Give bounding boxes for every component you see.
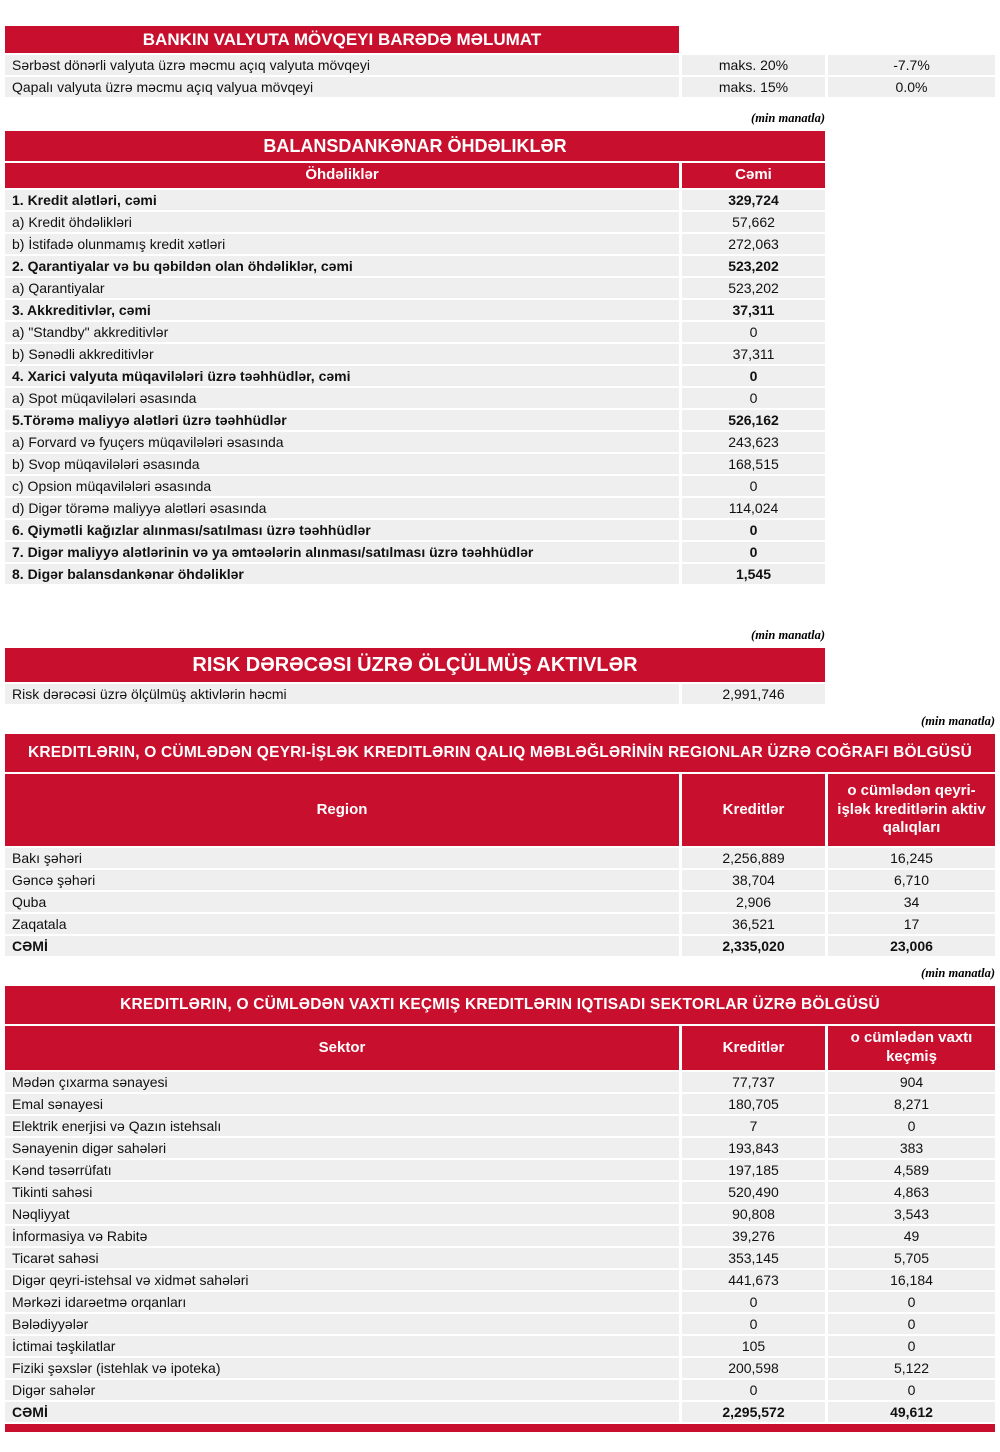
table-row <box>5 1226 995 1246</box>
row-label: Emal sənayesi <box>5 1094 679 1114</box>
row-overdue: 904 <box>828 1072 995 1092</box>
row-value: 37,311 <box>682 300 825 320</box>
row-overdue: 4,589 <box>828 1160 995 1180</box>
currency-position-rows <box>5 55 995 97</box>
row-label: Bələdiyyələr <box>5 1314 679 1334</box>
row-value: 0 <box>682 520 825 540</box>
row-nonperforming: 34 <box>828 892 995 912</box>
row-credits: 353,145 <box>682 1248 825 1268</box>
row-overdue: 16,184 <box>828 1270 995 1290</box>
table-row <box>5 542 825 562</box>
row-overdue: 4,863 <box>828 1182 995 1202</box>
table-row <box>5 278 825 298</box>
table-row <box>5 498 825 518</box>
row-label: b) Sənədli akkreditivlər <box>5 344 679 364</box>
currency-position-title: BANKIN VALYUTA MÖVQEYI BARƏDƏ MƏLUMAT <box>5 26 679 53</box>
row-label: b) Svop müqavilələri əsasında <box>5 454 679 474</box>
row-credits: 200,598 <box>682 1358 825 1378</box>
row-label: Kənd təsərrüfatı <box>5 1160 679 1180</box>
table-row <box>5 410 825 430</box>
row-credits: 0 <box>682 1314 825 1334</box>
row-value: 114,024 <box>682 498 825 518</box>
row-label: Zaqatala <box>5 914 679 934</box>
sectors-rows <box>5 1072 995 1422</box>
table-row <box>5 55 995 75</box>
row-credits: 193,843 <box>682 1138 825 1158</box>
table-row <box>5 1094 995 1114</box>
row-label: Qapalı valyuta üzrə məcmu açıq valyua mövqeyi <box>5 77 679 97</box>
table-row <box>5 1314 995 1334</box>
row-credits: 0 <box>682 1380 825 1400</box>
row-credits: 7 <box>682 1116 825 1136</box>
row-label: a) Forvard və fyuçers müqavilələri əsasında <box>5 432 679 452</box>
row-nonperforming: 17 <box>828 914 995 934</box>
table-row <box>5 848 995 868</box>
row-value: 0 <box>682 542 825 562</box>
column-header-liabilities: Öhdəliklər <box>5 163 679 188</box>
table-row <box>5 432 825 452</box>
column-header-credits: Kreditlər <box>682 774 825 846</box>
risk-assets-section <box>5 648 825 704</box>
row-value: 0.0% <box>828 77 995 97</box>
row-label: CƏMİ <box>5 1402 679 1422</box>
row-label: Gəncə şəhəri <box>5 870 679 890</box>
row-value: 0 <box>682 476 825 496</box>
row-label: Digər qeyri-istehsal və xidmət sahələri <box>5 1270 679 1290</box>
row-label: Tikinti sahəsi <box>5 1182 679 1202</box>
row-value: 2,991,746 <box>682 684 825 704</box>
sectors-section <box>5 986 995 1432</box>
unit-note: (min manatla) <box>921 966 995 980</box>
table-row <box>5 892 995 912</box>
row-label: 1. Kredit alətləri, cəmi <box>5 190 679 210</box>
risk-assets-title: RISK DƏRƏCƏSI ÜZRƏ ÖLÇÜLMÜŞ AKTIVLƏR <box>5 648 825 682</box>
off-balance-section <box>5 131 825 584</box>
table-row <box>5 212 825 232</box>
table-row <box>5 388 825 408</box>
unit-note: (min manatla) <box>921 714 995 728</box>
row-credits: 77,737 <box>682 1072 825 1092</box>
row-label: 3. Akkreditivlər, cəmi <box>5 300 679 320</box>
row-credits: 105 <box>682 1336 825 1356</box>
row-credits: 441,673 <box>682 1270 825 1290</box>
row-label: a) Kredit öhdəlikləri <box>5 212 679 232</box>
table-header-row <box>5 163 825 188</box>
table-header-row <box>5 774 995 846</box>
row-label: İctimai təşkilatlar <box>5 1336 679 1356</box>
row-label: 6. Qiymətli kağızlar alınması/satılması üzrə təəhhüdlər <box>5 520 679 540</box>
row-credits: 2,335,020 <box>682 936 825 956</box>
row-label: a) Spot müqavilələri əsasında <box>5 388 679 408</box>
row-value: 0 <box>682 322 825 342</box>
column-header-region: Region <box>5 774 679 846</box>
table-row <box>5 190 825 210</box>
row-value: 523,202 <box>682 278 825 298</box>
table-row <box>5 366 825 386</box>
row-credits: 2,906 <box>682 892 825 912</box>
table-row <box>5 300 825 320</box>
row-nonperforming: 6,710 <box>828 870 995 890</box>
row-overdue: 383 <box>828 1138 995 1158</box>
row-nonperforming: 16,245 <box>828 848 995 868</box>
row-label: 7. Digər maliyyə alətlərinin və ya əmtəələrin alınması/satılması üzrə təəhhüdlər <box>5 542 679 562</box>
table-row <box>5 1380 995 1400</box>
table-row <box>5 454 825 474</box>
off-balance-rows <box>5 190 825 584</box>
table-row <box>5 870 995 890</box>
row-limit: maks. 15% <box>682 77 825 97</box>
row-overdue: 49,612 <box>828 1402 995 1422</box>
row-label: Bakı şəhəri <box>5 848 679 868</box>
row-label: Sənayenin digər sahələri <box>5 1138 679 1158</box>
row-value: 57,662 <box>682 212 825 232</box>
table-row <box>5 256 825 276</box>
row-credits: 38,704 <box>682 870 825 890</box>
row-label: a) "Standby" akkreditivlər <box>5 322 679 342</box>
row-value: 243,623 <box>682 432 825 452</box>
row-credits: 0 <box>682 1292 825 1312</box>
row-credits: 197,185 <box>682 1160 825 1180</box>
sectors-title: KREDITLƏRIN, O CÜMLƏDƏN VAXTI KEÇMIŞ KREDITLƏRIN IQTISADI SEKTORLAR ÜZRƏ BÖLGÜSÜ <box>5 986 995 1024</box>
row-label: Nəqliyyat <box>5 1204 679 1224</box>
table-row <box>5 1204 995 1224</box>
row-overdue: 0 <box>828 1314 995 1334</box>
table-row <box>5 1182 995 1202</box>
row-label: d) Digər törəmə maliyyə alətləri əsasında <box>5 498 679 518</box>
row-label: Quba <box>5 892 679 912</box>
row-label: İnformasiya və Rabitə <box>5 1226 679 1246</box>
row-label: 8. Digər balansdankənar öhdəliklər <box>5 564 679 584</box>
table-row <box>5 234 825 254</box>
row-overdue: 5,705 <box>828 1248 995 1268</box>
regions-section <box>5 734 995 956</box>
table-row <box>5 1336 995 1356</box>
table-row <box>5 1270 995 1290</box>
row-nonperforming: 23,006 <box>828 936 995 956</box>
row-overdue: 0 <box>828 1380 995 1400</box>
row-value: 523,202 <box>682 256 825 276</box>
row-value: 37,311 <box>682 344 825 364</box>
row-label: Digər sahələr <box>5 1380 679 1400</box>
column-header-nonperforming: o cümlədən qeyri-işlək kreditlərin aktiv qalıqları <box>828 774 995 846</box>
row-credits: 520,490 <box>682 1182 825 1202</box>
row-value: 0 <box>682 366 825 386</box>
table-row <box>5 1072 995 1092</box>
table-row <box>5 1358 995 1378</box>
unit-note: (min manatla) <box>751 111 825 125</box>
row-overdue: 0 <box>828 1116 995 1136</box>
bottom-red-bar <box>5 1424 995 1432</box>
row-label: a) Qarantiyalar <box>5 278 679 298</box>
row-value: 1,545 <box>682 564 825 584</box>
regions-rows <box>5 848 995 956</box>
row-credits: 180,705 <box>682 1094 825 1114</box>
table-row <box>5 1138 995 1158</box>
row-value: 272,063 <box>682 234 825 254</box>
table-row <box>5 1160 995 1180</box>
row-overdue: 3,543 <box>828 1204 995 1224</box>
row-overdue: 49 <box>828 1226 995 1246</box>
row-credits: 2,295,572 <box>682 1402 825 1422</box>
row-overdue: 8,271 <box>828 1094 995 1114</box>
row-value: 329,724 <box>682 190 825 210</box>
row-label: b) İstifadə olunmamış kredit xətləri <box>5 234 679 254</box>
row-value: 168,515 <box>682 454 825 474</box>
row-value: 526,162 <box>682 410 825 430</box>
table-row <box>5 914 995 934</box>
row-label: 4. Xarici valyuta müqavilələri üzrə təəhhüdlər, cəmi <box>5 366 679 386</box>
off-balance-title: BALANSDANKƏNAR ÖHDƏLIKLƏR <box>5 131 825 161</box>
table-row <box>5 684 825 704</box>
row-value: -7.7% <box>828 55 995 75</box>
table-row <box>5 520 825 540</box>
table-row <box>5 564 825 584</box>
row-credits: 39,276 <box>682 1226 825 1246</box>
unit-note: (min manatla) <box>751 628 825 642</box>
column-header-total: Cəmi <box>682 163 825 188</box>
column-header-overdue: o cümlədən vaxtı keçmiş <box>828 1026 995 1070</box>
row-label: Ticarət sahəsi <box>5 1248 679 1268</box>
row-label: 5.Törəmə maliyyə alətləri üzrə təəhhüdlər <box>5 410 679 430</box>
row-limit: maks. 20% <box>682 55 825 75</box>
row-credits: 36,521 <box>682 914 825 934</box>
row-value: 0 <box>682 388 825 408</box>
table-row <box>5 936 995 956</box>
row-label: Sərbəst dönərli valyuta üzrə məcmu açıq valyuta mövqeyi <box>5 55 679 75</box>
table-row <box>5 476 825 496</box>
currency-position-section <box>5 26 995 97</box>
column-header-sector: Sektor <box>5 1026 679 1070</box>
row-credits: 2,256,889 <box>682 848 825 868</box>
column-header-credits: Kreditlər <box>682 1026 825 1070</box>
row-label: Mədən çıxarma sənayesi <box>5 1072 679 1092</box>
row-overdue: 0 <box>828 1292 995 1312</box>
row-label: Elektrik enerjisi və Qazın istehsalı <box>5 1116 679 1136</box>
table-header-row <box>5 1026 995 1070</box>
regions-title: KREDITLƏRIN, O CÜMLƏDƏN QEYRI-İŞLƏK KREDITLƏRIN QALIQ MƏBLƏĞLƏRİNİN REGIONLAR ÜZRƏ COĞRAFI BÖLGÜSÜ <box>5 734 995 772</box>
table-row <box>5 77 995 97</box>
table-row <box>5 1248 995 1268</box>
row-credits: 90,808 <box>682 1204 825 1224</box>
row-label: CƏMİ <box>5 936 679 956</box>
row-label: c) Opsion müqavilələri əsasında <box>5 476 679 496</box>
table-row <box>5 1292 995 1312</box>
row-label: Fiziki şəxslər (istehlak və ipoteka) <box>5 1358 679 1378</box>
table-row <box>5 322 825 342</box>
table-row <box>5 1402 995 1422</box>
table-row <box>5 1116 995 1136</box>
row-label: Risk dərəcəsi üzrə ölçülmüş aktivlərin həcmi <box>5 684 679 704</box>
table-row <box>5 344 825 364</box>
risk-assets-rows <box>5 684 825 704</box>
row-overdue: 0 <box>828 1336 995 1356</box>
row-label: 2. Qarantiyalar və bu qəbildən olan öhdəliklər, cəmi <box>5 256 679 276</box>
row-label: Mərkəzi idarəetmə orqanları <box>5 1292 679 1312</box>
row-overdue: 5,122 <box>828 1358 995 1378</box>
